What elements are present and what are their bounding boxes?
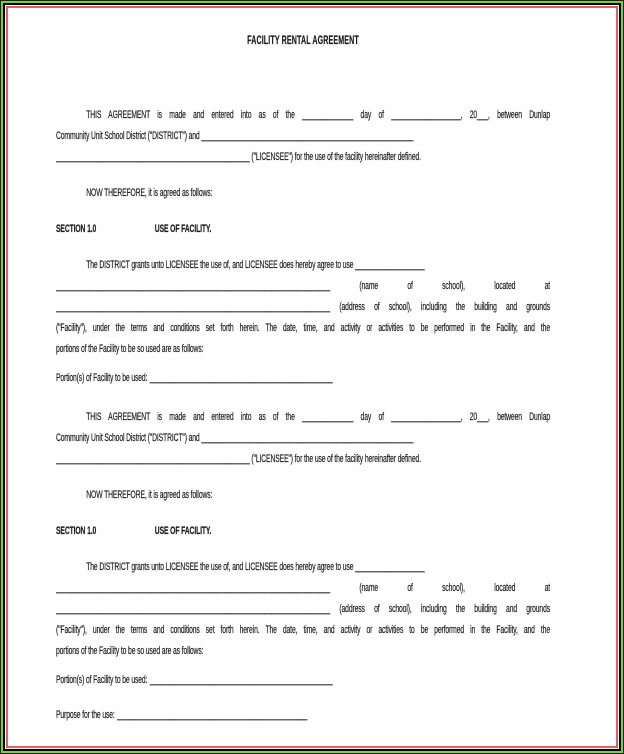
grant-line-3: ___________________________________________________________________________ (address of school), including the building and grounds <box>56 301 550 313</box>
intro-line-3: _____________________________________________________ ("LICENSEE") for the use of the facility hereinafter defined. <box>56 453 421 465</box>
page-frame-white-gap <box>5 5 619 749</box>
grant-line-2: ___________________________________________________________________________ (name of school), located at <box>56 280 550 292</box>
document-content <box>56 34 550 726</box>
page-frame-black <box>3 3 621 751</box>
intro-line-1: THIS AGREEMENT is made and entered into as of the ______________ day of ___________________, 20___, between Dunlap <box>86 411 550 423</box>
intro-paragraph <box>56 105 550 168</box>
agreement-block-1 <box>56 105 550 389</box>
now-therefore-line: NOW THEREFORE, it is agreed as follows: <box>86 489 213 501</box>
grant-line-2: ___________________________________________________________________________ (name of school), located at <box>56 582 550 594</box>
intro-paragraph <box>56 407 550 470</box>
intro-line-2: Community Unit School District ("DISTRICT") and __________________________________________________________ <box>56 130 414 142</box>
portion-blank-field: __________________________________________________ <box>149 674 333 686</box>
section-number: SECTION 1.0 <box>56 525 97 537</box>
section-heading-row <box>56 219 550 240</box>
portion-label: Portion(s) of Facility to be used: <box>56 674 148 686</box>
now-therefore-line: NOW THEREFORE, it is agreed as follows: <box>86 187 213 199</box>
portion-blank-field: __________________________________________________ <box>149 372 333 384</box>
page-frame-red <box>6 6 618 748</box>
intro-line-1: THIS AGREEMENT is made and entered into as of the ______________ day of ___________________, 20___, between Dunlap <box>86 109 550 121</box>
grant-paragraph <box>56 255 550 360</box>
grant-line-5: portions of the Facility to be so used are as follows: <box>56 343 204 355</box>
portion-row <box>56 670 550 691</box>
intro-line-3: _____________________________________________________ ("LICENSEE") for the use of the facility hereinafter defined. <box>56 151 421 163</box>
agreement-block-2 <box>56 407 550 726</box>
purpose-row <box>56 705 550 726</box>
section-heading-row <box>56 521 550 542</box>
grant-line-5: portions of the Facility to be so used are as follows: <box>56 645 204 657</box>
section-number: SECTION 1.0 <box>56 223 97 235</box>
page-frame-green <box>1 1 623 753</box>
purpose-label: Purpose for the use: <box>56 709 115 721</box>
intro-line-2: Community Unit School District ("DISTRICT") and __________________________________________________________ <box>56 432 414 444</box>
document-title: FACILITY RENTAL AGREEMENT <box>247 35 359 47</box>
section-title: USE OF FACILITY. <box>154 525 212 537</box>
grant-line-3: ___________________________________________________________________________ (address of school), including the building and grounds <box>56 603 550 615</box>
grant-line-4: ("Facility"), under the terms and conditions set forth herein. The date, time, and activity or activities to be performed in the Facility, and the <box>56 322 550 334</box>
portion-label: Portion(s) of Facility to be used: <box>56 372 148 384</box>
grant-line-1: The DISTRICT grants unto LICENSEE the use of, and LICENSEE does hereby agree to use ___________________ <box>86 561 425 573</box>
grant-line-4: ("Facility"), under the terms and conditions set forth herein. The date, time, and activity or activities to be performed in the Facility, and the <box>56 624 550 636</box>
section-title: USE OF FACILITY. <box>154 223 212 235</box>
portion-row <box>56 368 550 389</box>
grant-line-1: The DISTRICT grants unto LICENSEE the use of, and LICENSEE does hereby agree to use ___________________ <box>86 259 425 271</box>
document-page <box>8 8 616 746</box>
grant-paragraph <box>56 557 550 662</box>
purpose-blank-field: ____________________________________________________ <box>117 709 308 721</box>
